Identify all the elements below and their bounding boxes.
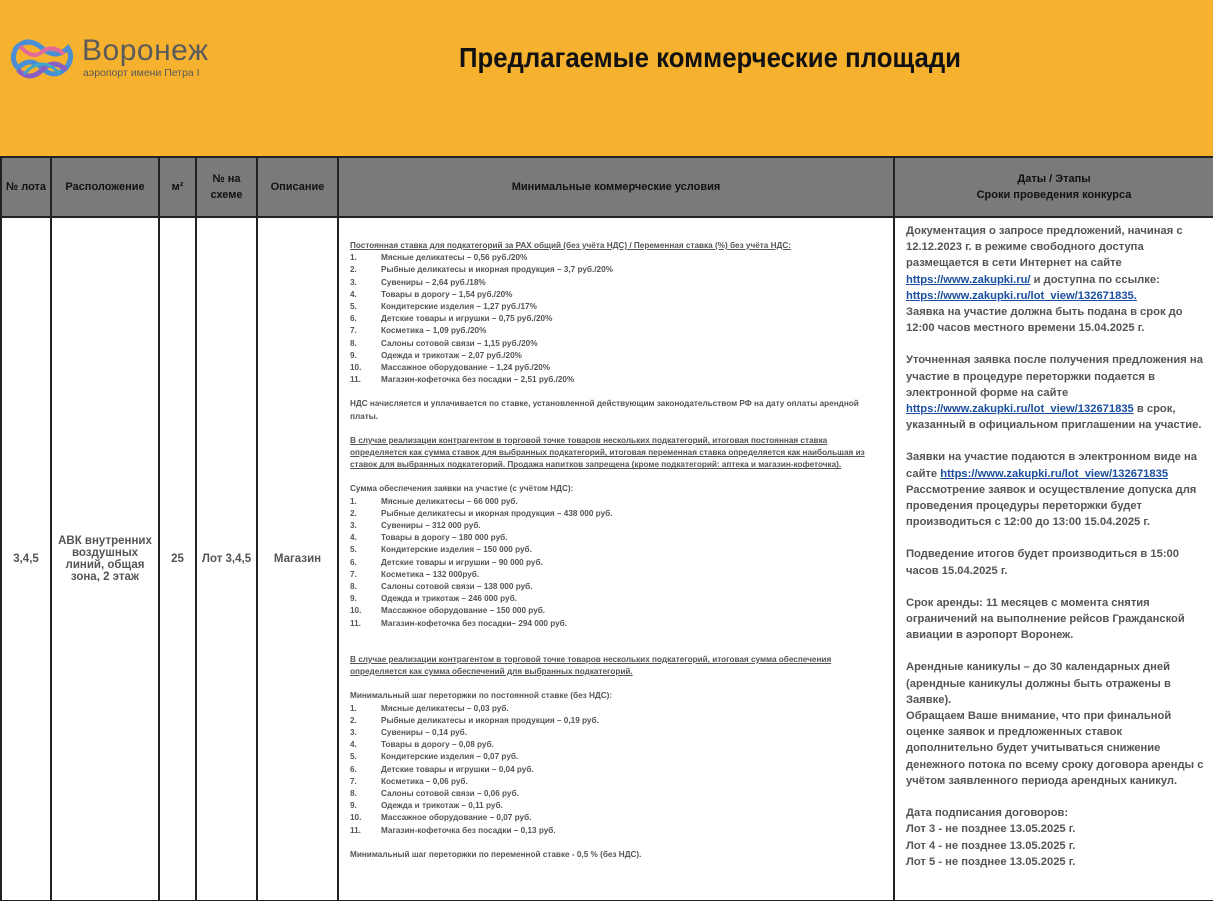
list-item-text: Косметика – 0,06 руб. <box>381 776 468 786</box>
list-item-number: 3. <box>350 277 357 287</box>
list-item-text: Рыбные деликатесы и икорная продукция – 438 000 руб. <box>381 508 613 518</box>
list-item-number: 4. <box>350 289 357 299</box>
list-item-number: 6. <box>350 314 357 324</box>
list-item <box>350 252 885 264</box>
list-item <box>350 289 885 301</box>
cell-location: АВК внутренних воздушных линий, общая зона, 2 этаж <box>51 217 159 901</box>
list-item <box>350 520 885 532</box>
list-item-number: 3. <box>350 521 357 531</box>
list-item-number: 8. <box>350 582 357 592</box>
airport-logo <box>10 34 220 84</box>
list-item-text: Детские товары и игрушки – 0,04 руб. <box>381 764 534 774</box>
list-item-text: Салоны сотовой связи – 0,06 руб. <box>381 788 519 798</box>
list-item <box>350 532 885 544</box>
list-item-number: 4. <box>350 533 357 543</box>
list-item-text: Сувениры – 312 000 руб. <box>381 521 481 531</box>
refined-bid-text-2: в срок, указанный в официальном приглашении на участие. <box>906 403 1202 432</box>
list-item <box>350 812 885 824</box>
cell-dates <box>894 217 1213 901</box>
list-item-text: Детские товары и игрушки – 0,75 руб./20% <box>381 314 553 324</box>
lease-term-text: Срок аренды: 11 месяцев с момента снятия ограничений на выполнение рейсов Гражданской авиации в аэропорт Воронеж. <box>906 596 1185 642</box>
lot-view-link-2[interactable]: https://www.zakupki.ru/lot_view/132671835 <box>906 403 1134 416</box>
list-item <box>350 544 885 556</box>
refined-bid-text: Уточненная заявка после получения предложения на участие в процедуре переторжки подается в электронной форме на сайте <box>906 354 1203 399</box>
header-scheme: № на схеме <box>196 157 257 217</box>
list-item-number: 11. <box>350 825 361 835</box>
list-item-number: 3. <box>350 727 357 737</box>
list-item-text: Магазин-кофеточка без посадки – 0,13 руб. <box>381 825 556 835</box>
list-item-number: 5. <box>350 752 357 762</box>
list-item <box>350 569 885 581</box>
cell-lot: 3,4,5 <box>1 217 51 901</box>
list-item-number: 10. <box>350 813 362 823</box>
list-item-text: Мясные деликатесы – 0,56 руб./20% <box>381 253 528 263</box>
list-item-number: 11. <box>350 375 361 385</box>
list-item <box>350 764 885 776</box>
table-header-row <box>1 157 1213 217</box>
list-item-number: 1. <box>350 703 357 713</box>
table-row <box>1 217 1213 901</box>
list-item-text: Массажное оборудование – 1,24 руб./20% <box>381 363 551 373</box>
list-item-text: Одежда и трикотаж – 0,11 руб. <box>381 801 503 811</box>
attention-text: Обращаем Ваше внимание, что при финальной оценке заявок и предложенных ставок дополнительно будет учитываться снижение денежного потока по всему сроку договора аренды с учётом заявленного периода арендных каникул. <box>906 710 1204 787</box>
list-item-number: 7. <box>350 326 357 336</box>
list-item <box>350 776 885 788</box>
cell-conditions <box>338 217 894 901</box>
list-item <box>350 825 885 837</box>
lot-view-link[interactable]: https://www.zakupki.ru/lot_view/132671835. <box>906 289 1137 302</box>
list-item-text: Рыбные деликатесы и икорная продукция – 3,7 руб./20% <box>381 265 613 275</box>
list-item-text: Мясные деликатесы – 66 000 руб. <box>381 496 518 506</box>
list-item-number: 5. <box>350 545 357 555</box>
review-text: Рассмотрение заявок и осуществление допуска для проведения процедуры переторжки будет производиться с 12:00 до 13:00 15.04.2025 г. <box>906 483 1197 529</box>
cell-scheme: Лот 3,4,5 <box>196 217 257 901</box>
results-text: Подведение итогов будет производиться в 15:00 часов 15.04.2025 г. <box>906 548 1179 577</box>
header-description: Описание <box>257 157 338 217</box>
list-item-number: 4. <box>350 740 357 750</box>
list-item-number: 9. <box>350 350 357 360</box>
list-item-number: 7. <box>350 776 357 786</box>
list-item-number: 6. <box>350 764 357 774</box>
list-item-text: Кондитерские изделия – 1,27 руб./17% <box>381 302 537 312</box>
list-item <box>350 313 885 325</box>
deadline-text: Заявка на участие должна быть подана в срок до 12:00 часов местного времени 15.04.2025 г. <box>906 306 1183 335</box>
list-item <box>350 374 885 386</box>
rate-heading: Постоянная ставка для подкатегорий за РАХ общий (без учёта НДС) / Переменная ставка (%) без учёта НДС: <box>350 241 792 250</box>
list-item-text: Косметика – 132 000руб. <box>381 569 480 579</box>
list-item-text: Товары в дорогу – 180 000 руб. <box>381 533 508 543</box>
list-item <box>350 338 885 350</box>
header-dates <box>894 157 1213 217</box>
security-list <box>350 496 885 630</box>
multi-category-note: В случае реализации контрагентом в торговой точке товаров нескольких подкатегорий, итоговая постоянная ставка определяется как сумма ставок для выбранных подкатегорий, итоговая переменная ставка определяется как наибольшая из ставок для выбранных подкатегорий. Продажа напитков запрещена (кроме подкатегорий: аптека и магазин-кофеточка). <box>350 435 865 470</box>
zakupki-link[interactable]: https://www.zakupki.ru/ <box>906 273 1031 286</box>
list-item <box>350 508 885 520</box>
cell-area: 25 <box>159 217 196 901</box>
docs-text-2: и доступна по ссылке: <box>1030 273 1160 286</box>
list-item-text: Сувениры – 0,14 руб. <box>381 727 468 737</box>
submission-paragraph <box>906 449 1209 481</box>
list-item-number: 1. <box>350 253 357 263</box>
list-item-text: Магазин-кофеточка без посадки– 294 000 руб. <box>381 618 567 628</box>
docs-paragraph <box>906 223 1209 304</box>
list-item <box>350 715 885 727</box>
list-item <box>350 727 885 739</box>
list-item <box>350 618 885 630</box>
vat-note: НДС начисляется и уплачивается по ставке, установленной действующим законодательством РФ на дату оплаты арендной платы. <box>350 399 859 421</box>
list-item <box>350 788 885 800</box>
submission-text: Заявки на участие подаются в электронном виде на сайте <box>906 451 1197 480</box>
list-item-text: Магазин-кофеточка без посадки – 2,51 руб./20% <box>381 375 575 385</box>
list-item <box>350 325 885 337</box>
page-title: Предлагаемые коммерческие площади <box>458 42 962 73</box>
list-item <box>350 362 885 374</box>
list-item <box>350 557 885 569</box>
list-item-number: 2. <box>350 715 357 725</box>
list-item-text: Детские товары и игрушки – 90 000 руб. <box>381 557 543 567</box>
header-lot: № лота <box>1 157 51 217</box>
list-item-number: 9. <box>350 594 357 604</box>
refined-bid-paragraph <box>906 352 1209 433</box>
logo-subtitle: аэропорт имени Петра I <box>83 67 200 79</box>
signing-heading: Дата подписания договоров: <box>906 807 1069 820</box>
header-dates-line2: Сроки проведения конкурса <box>976 189 1132 201</box>
list-item-number: 9. <box>350 801 357 811</box>
list-item-number: 7. <box>350 569 357 579</box>
list-item-text: Массажное оборудование – 150 000 руб. <box>381 606 546 616</box>
security-heading: Сумма обеспечения заявки на участие (с учётом НДС): <box>350 484 574 494</box>
list-item-text: Салоны сотовой связи – 138 000 руб. <box>381 582 533 592</box>
list-item-text: Одежда и трикотаж – 2,07 руб./20% <box>381 350 522 360</box>
list-item-number: 8. <box>350 788 357 798</box>
header-dates-line1: Даты / Этапы <box>1017 173 1091 185</box>
list-item-number: 2. <box>350 508 357 518</box>
list-item-text: Рыбные деликатесы и икорная продукция – 0,19 руб. <box>381 715 599 725</box>
list-item <box>350 605 885 617</box>
list-item-text: Косметика – 1,09 руб./20% <box>381 326 487 336</box>
signing-lot-5: Лот 5 - не позднее 13.05.2025 г. <box>906 855 1076 868</box>
list-item-number: 8. <box>350 338 357 348</box>
list-item <box>350 739 885 751</box>
list-item <box>350 301 885 313</box>
list-item-text: Одежда и трикотаж – 246 000 руб. <box>381 594 517 604</box>
list-item <box>350 581 885 593</box>
lot-view-link-3[interactable]: https://www.zakupki.ru/lot_view/132671835 <box>940 467 1169 480</box>
list-item <box>350 751 885 763</box>
list-item <box>350 496 885 508</box>
header-conditions: Минимальные коммерческие условия <box>338 157 894 217</box>
variable-step-note: Минимальный шаг переторжки по переменной ставке - 0,5 % (без НДС). <box>350 849 642 859</box>
header-location: Расположение <box>51 157 159 217</box>
list-item-number: 2. <box>350 265 357 275</box>
list-item <box>350 264 885 276</box>
offers-table <box>0 156 1213 901</box>
list-item-number: 6. <box>350 557 357 567</box>
list-item <box>350 800 885 812</box>
signing-lot-4: Лот 4 - не позднее 13.05.2025 г. <box>906 839 1076 852</box>
list-item-text: Кондитерские изделия – 150 000 руб. <box>381 545 532 555</box>
list-item-number: 1. <box>350 496 357 506</box>
step-heading: Минимальный шаг переторжки по постоянной ставке (без НДС): <box>350 691 613 701</box>
signing-lot-3: Лот 3 - не позднее 13.05.2025 г. <box>906 823 1076 836</box>
logo-name: Воронеж <box>82 34 209 67</box>
rates-list <box>350 252 885 386</box>
steps-list <box>350 703 885 837</box>
cell-description: Магазин <box>257 217 338 901</box>
list-item-text: Мясные деликатесы – 0,03 руб. <box>381 703 509 713</box>
list-item-number: 10. <box>350 363 362 373</box>
page-header <box>0 0 1213 156</box>
list-item <box>350 593 885 605</box>
header-area: м² <box>159 157 196 217</box>
list-item-text: Кондитерские изделия – 0,07 руб. <box>381 752 519 762</box>
list-item-text: Товары в дорогу – 1,54 руб./20% <box>381 289 513 299</box>
list-item-number: 11. <box>350 618 361 628</box>
list-item <box>350 277 885 289</box>
list-item-number: 5. <box>350 302 357 312</box>
security-note: В случае реализации контрагентом в торговой точке товаров нескольких подкатегорий, итоговая сумма обеспечения определяется как сумма обеспечений для выбранных подкатегорий. <box>350 654 832 677</box>
list-item-text: Сувениры – 2,64 руб./18% <box>381 277 486 287</box>
list-item <box>350 703 885 715</box>
docs-text: Документация о запросе предложений, начиная с 12.12.2023 г. в режиме свободного доступа размещается в сети Интернет на сайте <box>906 225 1183 270</box>
list-item-text: Массажное оборудование – 0,07 руб. <box>381 813 532 823</box>
list-item-text: Товары в дорогу – 0,08 руб. <box>381 740 494 750</box>
knot-icon <box>10 34 74 84</box>
list-item-text: Салоны сотовой связи – 1,15 руб./20% <box>381 338 538 348</box>
list-item <box>350 350 885 362</box>
rent-holidays-text: Арендные каникулы – до 30 календарных дней (арендные каникулы должны быть отражены в Заявке). <box>906 661 1171 706</box>
list-item-number: 10. <box>350 606 362 616</box>
